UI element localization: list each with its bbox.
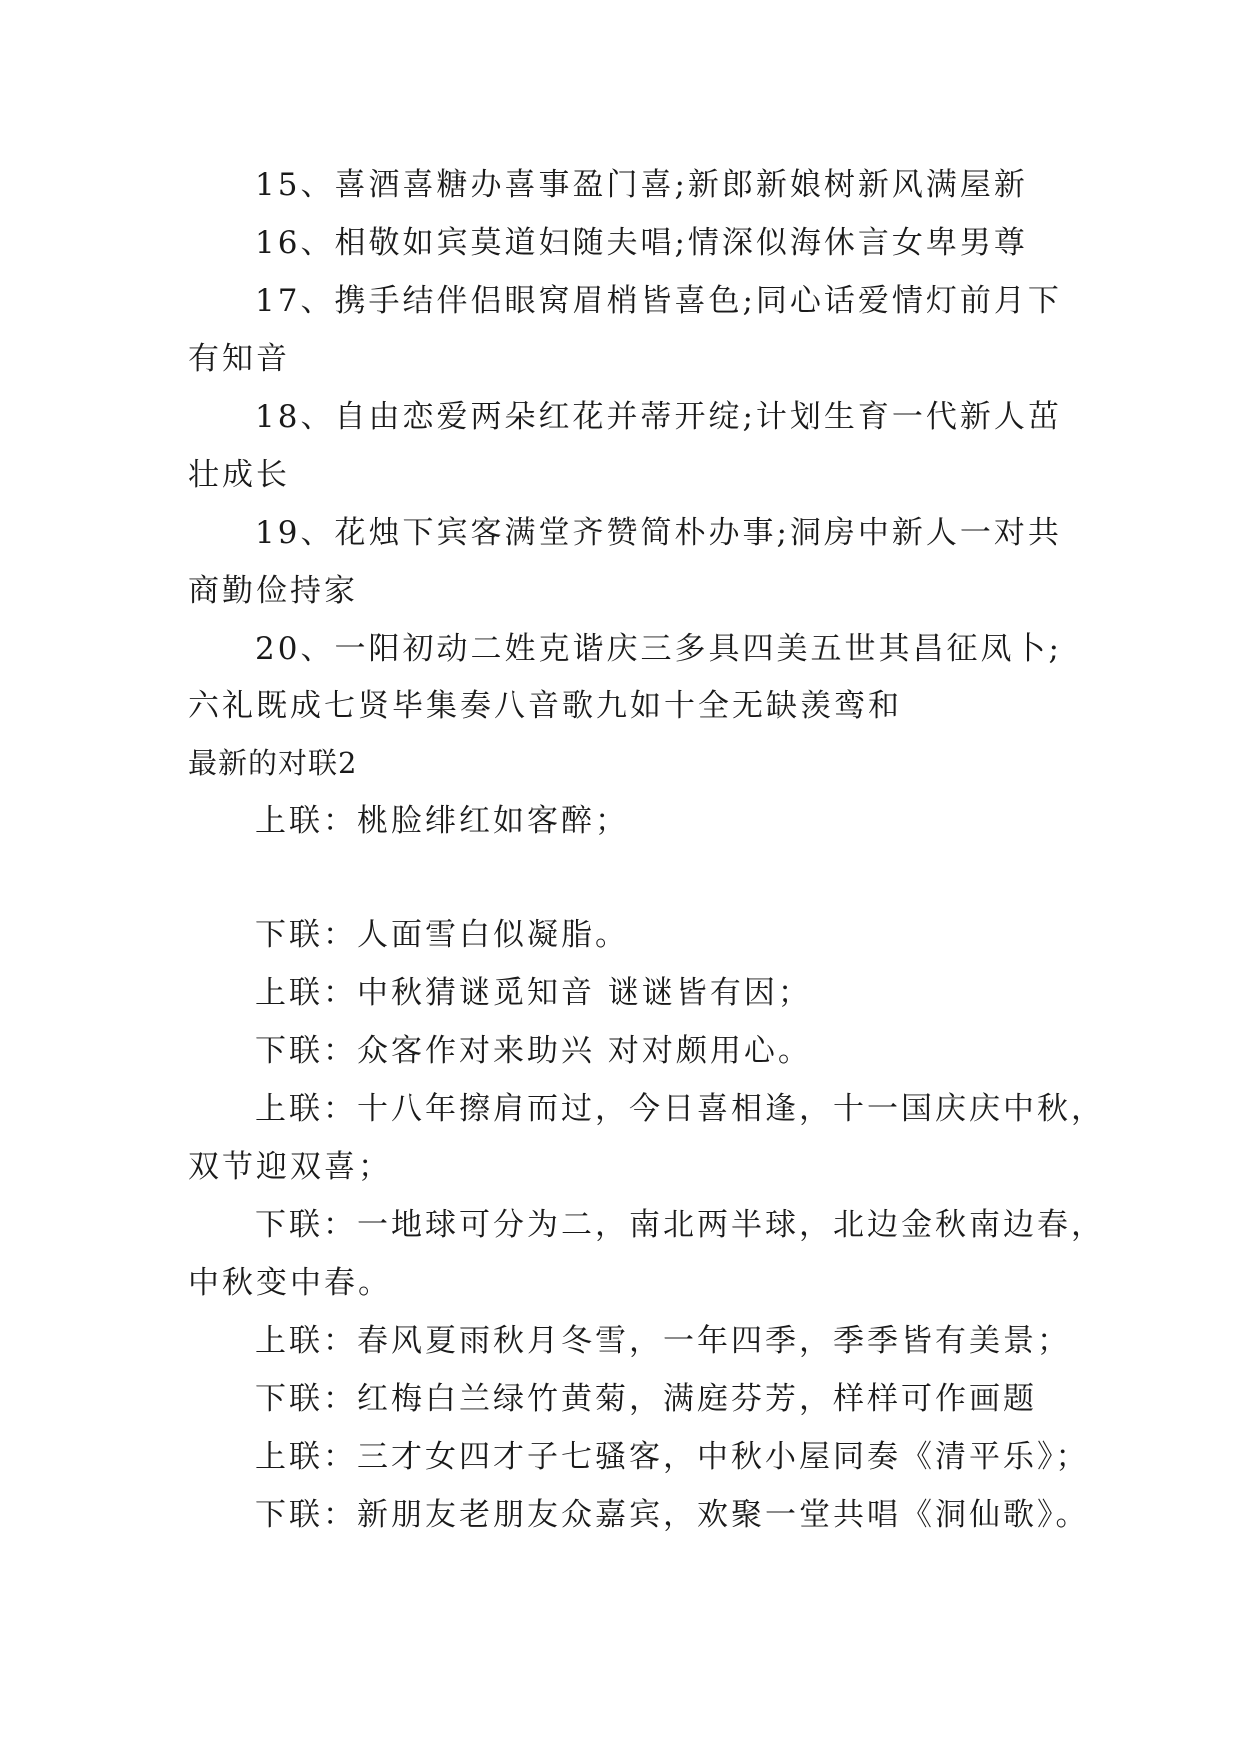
- section-title: 最新的对联2: [188, 746, 358, 780]
- couplet-19-continued: 商勤俭持家: [188, 573, 358, 609]
- couplet-20: 20、一阳初动二姓克谐庆三多具四美五世其昌征凤卜;: [255, 631, 1062, 667]
- couplet-18-continued: 壮成长: [188, 457, 290, 493]
- couplet-16: 16、相敬如宾莫道妇随夫唱;情深似海休言女卑男尊: [255, 225, 1028, 261]
- couplet-lower-3: 下联：一地球可分为二，南北两半球，北边金秋南边春，: [255, 1207, 1105, 1243]
- couplet-lower-1: 下联：人面雪白似凝脂。: [255, 917, 629, 953]
- couplet-18: 18、自由恋爱两朵红花并蒂开绽;计划生育一代新人茁: [255, 399, 1062, 435]
- couplet-upper-1: 上联：桃脸绯红如客醉；: [255, 803, 629, 839]
- couplet-17: 17、携手结伴侣眼窝眉梢皆喜色;同心话爱情灯前月下: [255, 283, 1062, 319]
- couplet-lower-2: 下联：众客作对来助兴 对对颇用心。: [255, 1033, 812, 1069]
- couplet-20-continued: 六礼既成七贤毕集奏八音歌九如十全无缺羡鸾和: [188, 688, 902, 724]
- couplet-17-continued: 有知音: [188, 341, 290, 377]
- couplet-lower-3-continued: 中秋变中春。: [188, 1265, 392, 1301]
- couplet-19: 19、花烛下宾客满堂齐赞简朴办事;洞房中新人一对共: [255, 515, 1062, 551]
- couplet-15: 15、喜酒喜糖办喜事盈门喜;新郎新娘树新风满屋新: [255, 167, 1028, 203]
- couplet-upper-2: 上联：中秋猜谜觅知音 谜谜皆有因；: [255, 975, 812, 1011]
- couplet-upper-4: 上联：春风夏雨秋月冬雪，一年四季，季季皆有美景；: [255, 1323, 1071, 1359]
- couplet-upper-5: 上联：三才女四才子七骚客，中秋小屋同奏《清平乐》；: [255, 1439, 1090, 1475]
- couplet-upper-3-continued: 双节迎双喜；: [188, 1149, 392, 1185]
- couplet-lower-4: 下联：红梅白兰绿竹黄菊，满庭芬芳，样样可作画题: [255, 1381, 1037, 1417]
- couplet-lower-5: 下联：新朋友老朋友众嘉宾，欢聚一堂共唱《洞仙歌》。: [255, 1497, 1090, 1533]
- couplet-upper-3: 上联：十八年擦肩而过，今日喜相逢，十一国庆庆中秋，: [255, 1091, 1105, 1127]
